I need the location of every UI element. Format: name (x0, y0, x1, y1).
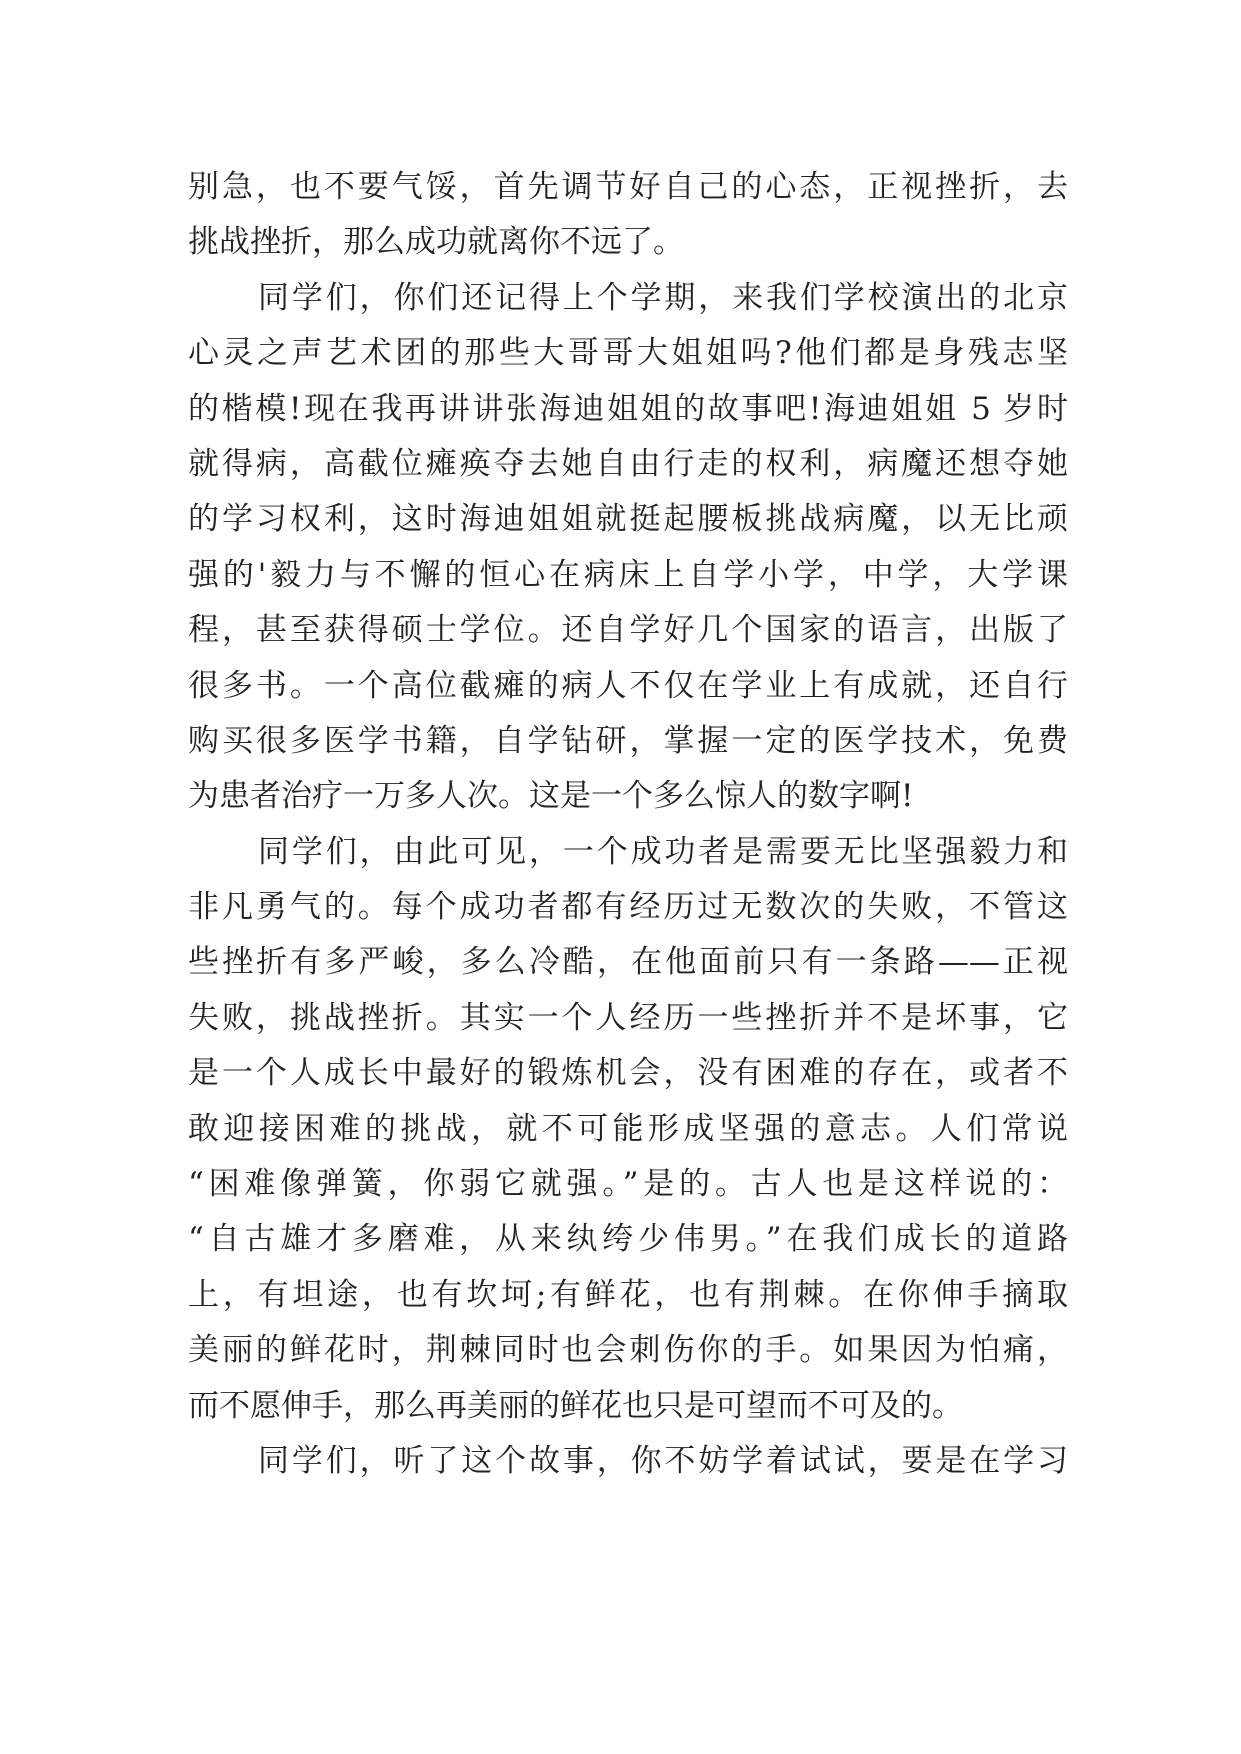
text-line: 美丽的鲜花时，荆棘同时也会刺伤你的手。如果因为怕痛， (188, 1332, 1068, 1369)
paragraph-first-line: 同学们，由此可见，一个成功者是需要无比坚强毅力和 (258, 833, 1068, 870)
text-line: 的学习权利，这时海迪姐姐就挺起腰板挑战病魔，以无比顽 (188, 501, 1068, 538)
text-line: “自古雄才多磨难，从来纨绔少伟男。”在我们成长的道路 (188, 1221, 1068, 1258)
text-line: 挑战挫折，那么成功就离你不远了。 (188, 224, 684, 261)
text-line: 非凡勇气的。每个成功者都有经历过无数次的失败，不管这 (188, 889, 1068, 926)
text-line: 程，甚至获得硕士学位。还自学好几个国家的语言，出版了 (188, 612, 1068, 649)
text-line: 的楷模!现在我再讲讲张海迪姐姐的故事吧!海迪姐姐 5 岁时 (188, 390, 1068, 427)
text-line: “困难像弹簧，你弱它就强。”是的。古人也是这样说的： (188, 1166, 1068, 1203)
body-text (188, 160, 1068, 1489)
text-line: 别急，也不要气馁，首先调节好自己的心态，正视挫折，去 (188, 169, 1068, 205)
text-line: 就得病，高截位瘫痪夺去她自由行走的权利，病魔还想夺她 (188, 445, 1068, 482)
paragraph-first-line: 同学们，听了这个故事，你不妨学着试试，要是在学习 (258, 1442, 1068, 1479)
text-line: 为患者治疗一万多人次。这是一个多么惊人的数字啊! (188, 778, 914, 815)
text-line: 购买很多医学书籍，自学钻研，掌握一定的医学技术，免费 (188, 722, 1068, 759)
text-line: 些挫折有多严峻，多么冷酷，在他面前只有一条路——正视 (188, 944, 1068, 981)
text-line: 强的'毅力与不懈的恒心在病床上自学小学，中学，大学课 (188, 556, 1068, 593)
text-line: 心灵之声艺术团的那些大哥哥大姐姐吗?他们都是身残志坚 (188, 335, 1068, 372)
text-line: 而不愿伸手，那么再美丽的鲜花也只是可望而不可及的。 (188, 1387, 963, 1424)
text-line: 上，有坦途，也有坎坷;有鲜花，也有荆棘。在你伸手摘取 (188, 1276, 1068, 1313)
text-line: 失败，挑战挫折。其实一个人经历一些挫折并不是坏事，它 (188, 999, 1068, 1036)
text-line: 很多书。一个高位截瘫的病人不仅在学业上有成就，还自行 (188, 667, 1068, 704)
text-line: 敢迎接困难的挑战，就不可能形成坚强的意志。人们常说 (188, 1110, 1068, 1147)
paragraph-first-line: 同学们，你们还记得上个学期，来我们学校演出的北京 (258, 279, 1068, 316)
text-line: 是一个人成长中最好的锻炼机会，没有困难的存在，或者不 (188, 1055, 1068, 1092)
